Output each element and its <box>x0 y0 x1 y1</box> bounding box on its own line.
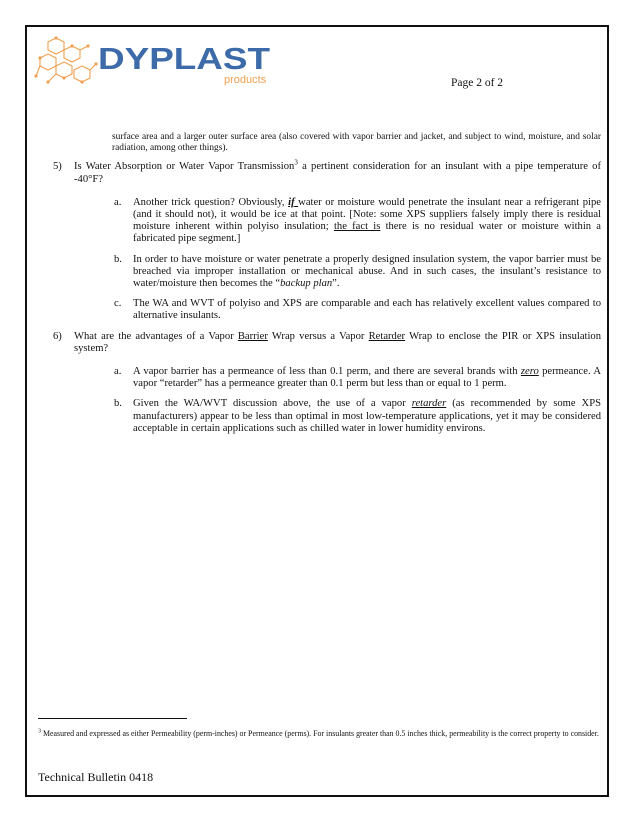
answer-text: water or moisture would penetrate the insulant near a refrigerant pipe (and it should not), it would be ice at that point. [Note: some XPS suppliers falsely imply there is residual moisture inherent within polyiso insulation; <box>133 196 601 233</box>
answer-letter: a. <box>114 196 122 208</box>
answer-letter: b. <box>114 253 122 265</box>
footnote <box>38 729 603 740</box>
question-6 <box>53 331 601 435</box>
underlined-barrier: Barrier <box>237 330 268 342</box>
continuation-paragraph: surface area and a larger outer surface area (also covered with vapor barrier and jacket, and subject to wind, moisture, and solar radiation, among other things). <box>112 132 601 154</box>
answer-text: In order to have moisture or water penetrate a properly designed insulation system, the vapor barrier must be breached via improper installation or mechanical abuse. And in such cases, the insulant’s resistance to water/moisture then becomes the “ <box>133 253 601 290</box>
answer-text: permeance. A vapor “retarder” has a permeance greater than 0.1 perm but less than or equal to 1 perm. <box>133 366 602 390</box>
answer-text: A vapor barrier has a permeance of less than 0.1 perm, and there are several brands with <box>133 366 521 378</box>
underlined-fact: the fact is <box>333 221 381 233</box>
footnote-divider <box>38 718 187 719</box>
question-text: What are the advantages of a Vapor <box>74 330 238 342</box>
question-text: Is Water Absorption or Water Vapor Transmission <box>74 161 295 173</box>
molecule-graphic-icon <box>36 38 96 82</box>
brand-sub: products <box>224 74 267 86</box>
answer-letter: b. <box>114 398 122 410</box>
answer-6b <box>74 398 601 435</box>
question-number: 5) <box>53 161 62 173</box>
emphasis-if: if <box>288 196 299 208</box>
answer-5c <box>74 298 601 322</box>
page-number: Page 2 of 2 <box>451 77 504 89</box>
answer-5a <box>74 197 601 246</box>
question-text: Wrap to enclose the PIR or XPS insulation system? <box>74 330 601 354</box>
dyplast-logo <box>34 36 284 92</box>
answer-text: Another trick question? Obviously, <box>133 196 289 208</box>
brand-name: DYPLAST <box>98 41 271 76</box>
answer-text: Given the WA/WVT discussion above, the use of a vapor <box>133 398 412 410</box>
answer-text: (as recommended by some XPS manufacturers) appear to be less than optimal in most low-temperature applications, yet it may be considered acceptable in certain applications such as chilled water in lower humidity environs. <box>133 398 601 434</box>
answer-6a <box>74 366 601 390</box>
document-body <box>53 132 601 443</box>
answer-text: The WA and WVT of polyiso and XPS are comparable and each has relatively excellent values compared to alternative insulants. <box>133 298 601 322</box>
answer-text: there is no residual water or moisture within a fabricated pipe segment.] <box>133 221 602 245</box>
answer-letter: c. <box>114 298 122 310</box>
footnote-text: Measured and expressed as either Permeability (perm-inches) or Permeance (perms). For insulants greater than 0.5 inches thick, permeability is the correct property to consider. <box>41 729 599 738</box>
question-text-cont: a pertinent consideration for an insulant with a pipe temperature of -40°F? <box>74 161 602 185</box>
question-number: 6) <box>53 330 62 342</box>
answer-5b <box>74 254 601 291</box>
answer-letter: a. <box>114 366 122 378</box>
emphasis-zero: zero <box>520 366 539 378</box>
emphasis-retarder: retarder <box>411 398 447 410</box>
emphasis-backup-plan: backup plan <box>280 278 333 290</box>
footnote-ref: 3 <box>294 158 298 167</box>
answer-text: ”. <box>332 278 340 290</box>
question-text: Wrap versus a Vapor <box>267 330 369 342</box>
question-5 <box>53 158 602 322</box>
underlined-retarder: Retarder <box>368 330 406 342</box>
footer-bulletin-id: Technical Bulletin 0418 <box>38 770 154 784</box>
footnote-mark: 3 <box>38 728 41 735</box>
